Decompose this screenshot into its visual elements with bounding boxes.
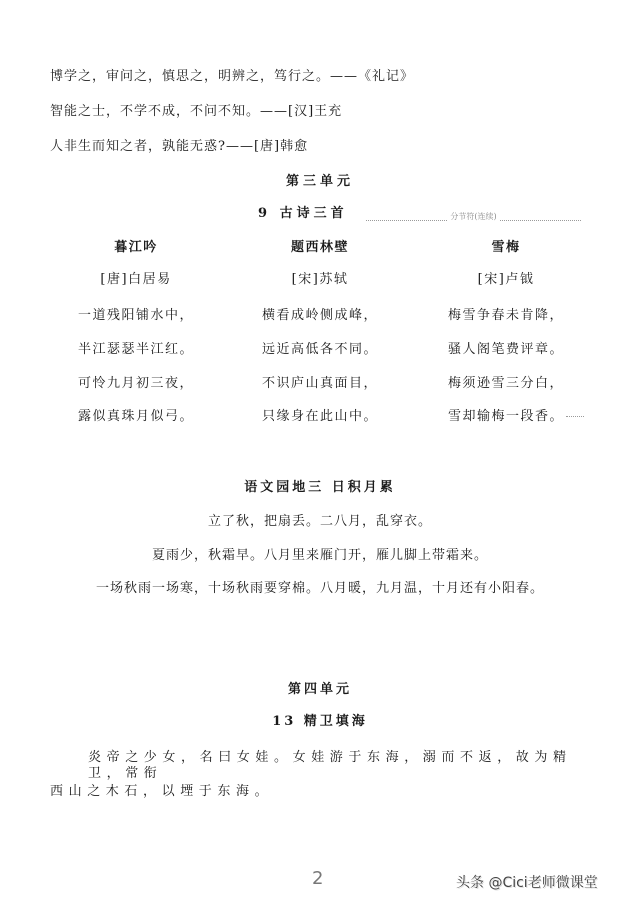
poem-line: 半江瑟瑟半江红。 [77,342,194,357]
garden-line-1: 立了秋，把扇丢。二八月，乱穿衣。 [207,514,432,529]
poem-line: 横看成岭侧成峰， [261,308,378,323]
unit4-title: 第四单元 [287,682,352,697]
poem-line: 不识庐山真面目， [261,376,378,391]
section-break-marker [366,208,581,221]
garden-line-2: 夏雨少，秋霜早。八月里来雁门开，雁儿脚上带霜来。 [151,548,488,563]
poem-line: 一道残阳铺水中， [77,308,194,323]
poem-title: 题西林壁 [290,240,349,255]
lesson13-para-line1: 炎帝之少女，名曰女娃。女娃游于东海，溺而不返，故为精卫，常衔 [88,750,572,781]
garden-title: 语文园地三 日积月累 [244,480,396,495]
unit3-title: 第三单元 [285,174,354,189]
poem-author: [唐]白居易 [100,272,172,287]
lesson13-title: 13 精卫填海 [272,714,368,729]
poem-line: 只缘身在此山中。 [261,409,378,424]
lesson9-title: 9 古诗三首 [258,206,348,221]
poem-line: 雪却输梅一段香。 [447,409,564,424]
poem-line: 梅须逊雪三分白， [447,376,564,391]
poem-title: 暮江吟 [114,240,158,255]
page-number: 2 [312,868,324,889]
quote-3: 人非生而知之者，孰能无惑?——[唐]韩愈 [50,139,309,154]
watermark: 头条 @Cici老师微课堂 [456,875,598,891]
poem-line: 骚人阁笔费评章。 [447,342,564,357]
poem-author: [宋]卢钺 [477,272,535,287]
poem-line: 可怜九月初三夜， [77,376,194,391]
section-break-label: 分节符(连续) [450,212,497,221]
quote-2: 智能之士，不学不成，不问不知。——[汉]王充 [50,104,343,119]
poem-title: 雪梅 [491,240,521,255]
poem-line: 远近高低各不同。 [261,342,378,357]
section-break-dots [566,416,584,417]
poem-line: 露似真珠月似弓。 [77,409,194,424]
garden-line-3: 一场秋雨一场寒，十场秋雨要穿棉。八月暖，九月温，十月还有小阳春。 [95,581,544,596]
poem-line: 梅雪争春未肯降， [447,308,564,323]
lesson13-para-line2: 西山之木石，以堙于东海。 [50,784,274,799]
quote-1: 博学之，审问之，慎思之，明辨之，笃行之。——《礼记》 [50,69,415,84]
poem-author: [宋]苏轼 [291,272,349,287]
